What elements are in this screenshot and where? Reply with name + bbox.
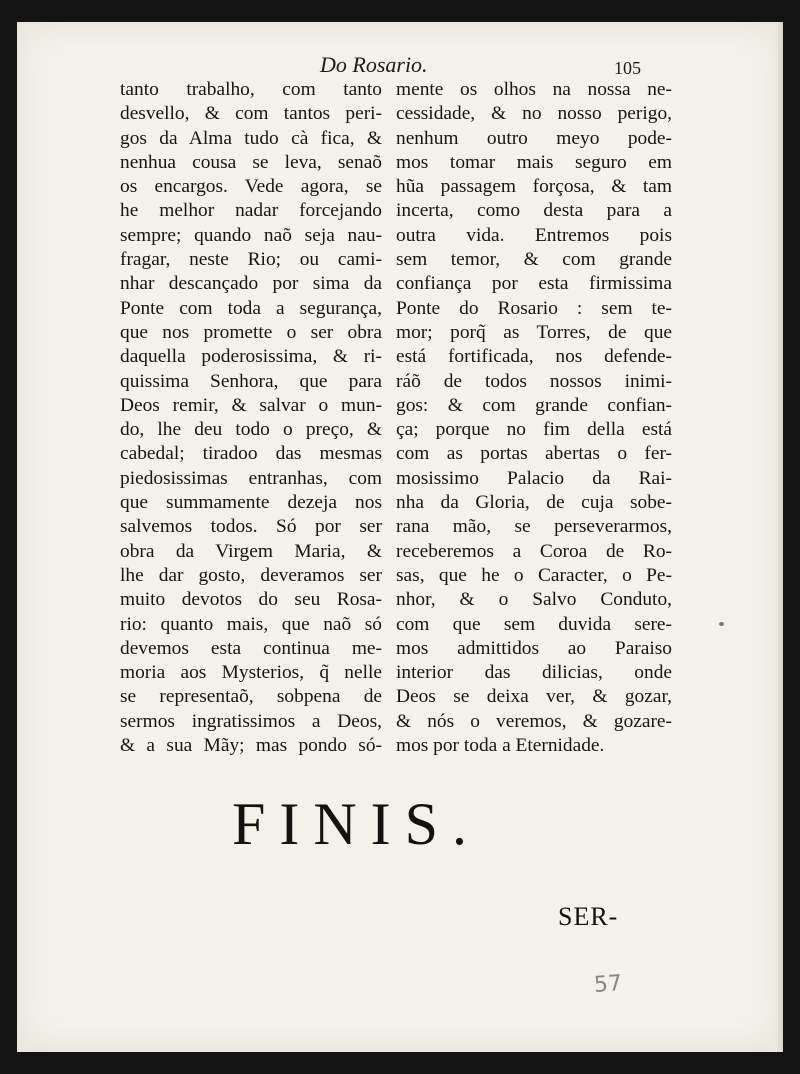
text-line: rio: quanto mais, que naõ só [120,613,382,635]
running-title: Do Rosario. [320,52,428,77]
text-line: os encargos. Vede agora, se [120,176,382,198]
text-line: gos: & com grande confian- [396,394,672,416]
text-line: tanto trabalho, com tanto [120,79,382,100]
right-text-column [396,78,672,758]
text-line: sem temor, & com grande [396,249,672,271]
text-line: com as portas abertas o fer- [396,443,672,465]
text-line: & nós o veremos, & gozare- [396,710,672,732]
text-line: ça; porque no fim della está [396,419,672,441]
text-line: ráõ de todos nossos inimi- [396,370,672,392]
text-line: receberemos a Coroa de Ro- [396,540,672,562]
text-line: moria aos Mysterios, q̃ nelle [120,662,382,684]
text-line: nhar descançado por sima da [120,273,382,295]
text-line: que nos promette o ser obra [120,321,382,343]
ink-speck [719,622,724,626]
text-line: mos por toda a Eternidade. [396,735,605,757]
page-edge [777,22,783,1052]
text-line: he melhor nadar forcejando [120,200,382,222]
text-line: outra vida. Entremos pois [396,224,672,246]
text-line: rana mão, se perseverarmos, [396,516,672,538]
text-line: cessidade, & no nosso perigo, [396,103,672,125]
pencil-folio-number: 57 [593,971,623,998]
text-line: hũa passagem forçosa, & tam [396,176,672,198]
text-line: mos admittidos ao Paraiso [396,637,672,659]
finis-heading: FINIS. [232,791,482,857]
text-line: desvello, & com tantos peri- [120,103,382,125]
text-line: cabedal; tiradoo das mesmas [120,443,382,465]
text-line: mosissimo Palacio da Rai- [396,467,672,489]
text-line: piedosissimas entranhas, com [120,467,382,489]
text-line: mos tomar mais seguro em [396,151,672,173]
text-line: mor; porq̃ as Torres, de que [396,321,672,343]
catchword: SER- [558,902,619,931]
text-line: sempre; quando naõ seja nau- [120,224,382,246]
text-line: sas, que he o Caracter, o Pe- [396,564,672,586]
text-line: nenhum outro meyo pode- [396,127,672,149]
text-line: do, lhe deu todo o preço, & [120,419,382,441]
text-line: lhe dar gosto, deveramos ser [120,564,382,586]
text-line: com que sem duvida sere- [396,613,672,635]
text-line: & a sua Mãy; mas pondo só- [120,735,382,757]
text-line: fragar, neste Rio; ou cami- [120,249,382,271]
text-line: gos da Alma tudo cà fica, & [120,127,382,149]
text-line: Deos remir, & salvar o mun- [120,394,382,416]
text-line: muito devotos do seu Rosa- [120,589,382,611]
text-line: confiança por esta firmissima [396,273,672,295]
text-line: se representaõ, sobpena de [120,686,382,708]
text-line: obra da Virgem Maria, & [120,540,382,562]
text-line: que summamente dezeja nos [120,492,382,514]
text-line: nha da Gloria, de cuja sobe- [396,492,672,514]
text-line: nhor, & o Salvo Conduto, [396,589,672,611]
text-line: daquella poderosissima, & ri- [120,346,382,368]
page-number: 105 [614,58,641,78]
text-line: nenhua cousa se leva, senaõ [120,151,382,173]
text-line: mente os olhos na nossa ne- [396,79,672,100]
text-line: interior das dilicias, onde [396,662,672,684]
left-text-column [120,78,382,758]
text-line: devemos esta continua me- [120,637,382,659]
text-line: está fortificada, nos defende- [396,346,672,368]
text-line: incerta, como desta para a [396,200,672,222]
text-line: Deos se deixa ver, & gozar, [396,686,672,708]
text-line: Ponte com toda a segurança, [120,297,382,319]
text-line: Ponte do Rosario : sem te- [396,297,672,319]
text-line: sermos ingratissimos a Deos, [120,710,382,732]
text-line: quissima Senhora, que para [120,370,382,392]
text-line: salvemos todos. Só por ser [120,516,382,538]
